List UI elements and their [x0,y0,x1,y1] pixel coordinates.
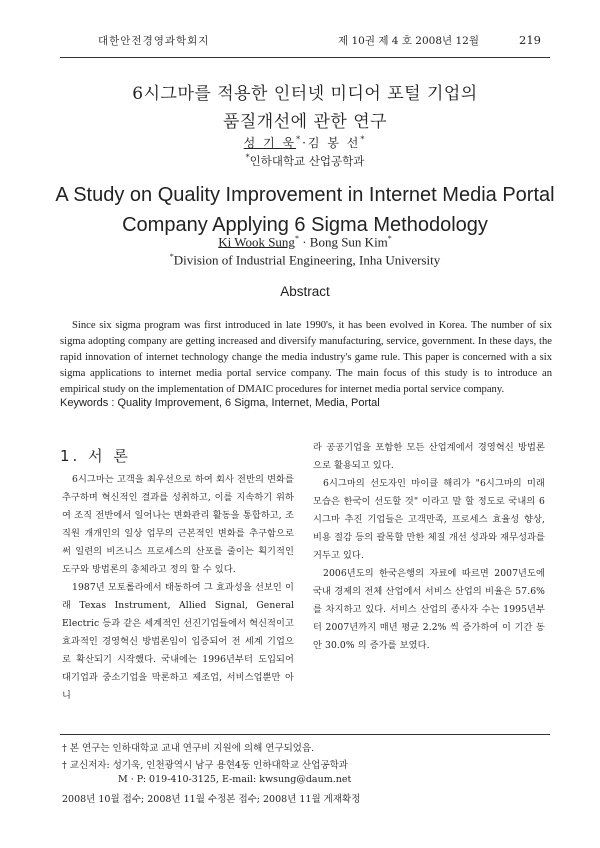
korean-affiliation-mark: * [245,153,250,163]
korean-author-1: 성 기 욱 [243,136,297,150]
korean-affiliation-text: 인하대학교 산업공학과 [249,154,365,168]
korean-title-line2: 품질개선에 관한 연구 [222,112,388,132]
journal-name: 대한안전경영과학회지 [98,35,210,47]
english-title-line2: Company Applying 6 Sigma Methodology [122,214,488,236]
paragraph: 2006년도의 한국은행의 자료에 따르면 2007년도에 국내 경제의 전체 산업에서 서비스 산업의 비율은 57.6%를 차지하고 있다. 서비스 산업의 종사자 수는 1995년부터 2007년까지 매년 평균 2.2% 씩 증가하여 이 기간 동안 30.0% 의 증가를 보였다. [313,568,545,651]
english-title-line1: A Study on Quality Improvement in Internet Media Portal [55,184,555,206]
footnote-funding: † 본 연구는 인하대학교 교내 연구비 지원에 의해 연구되었음. [62,743,315,754]
korean-title-line1: 6시그마를 적용한 인터넷 미디어 포털 기업의 [132,84,478,104]
abstract-body: Since six sigma program was first introduced in late 1990's, it has been evolved in Korea. The number of six sigma adopting company are getting increased and diversify manufacturing, service, government. In these days, the rapid innovation of internet technology change the media industry's game rule. This paper is concerned with a six sigma applications to internet media portal service company. The main focus of this study is to introduce an empirical study on the implementation of DMAIC procedures for internet media portal service company. [60,320,552,395]
korean-author-separator: · [302,136,308,150]
english-author-2-mark: * [387,234,392,243]
header-rule [60,57,550,58]
left-column [62,471,294,705]
paragraph: 6시그마의 선도자인 마이클 해리가 "6시그마의 미래 모습은 한국이 선도할 것" 이라고 말 할 정도로 국내의 6시그마 추진 기업들은 고객만족, 프로세스 효율성 향상, 비용 절감 등의 괄목할 만한 체질 개선 성과와 재무성과를 거두고 있다. [313,478,545,561]
english-affiliation-mark: * [169,252,174,261]
section-heading-introduction: 1. 서 론 [60,447,131,465]
english-author-1-mark: * [294,234,299,243]
korean-author-1-mark: * [296,135,303,144]
english-author-1: Ki Wook Sung [218,234,295,250]
abstract-heading: Abstract [280,284,330,299]
english-author-separator: · [298,234,310,250]
footnote-contact: M · P: 019-410-3125, E-mail: kwsung@daum.net [118,774,352,785]
korean-author-2-mark: * [360,135,367,144]
korean-title [60,80,550,136]
korean-author-2: 김 봉 선 [307,136,361,150]
english-affiliation [60,252,550,268]
volume-issue: 제 10권 제 4 호 2008년 12월 [338,35,480,47]
page-number: 219 [519,33,541,47]
english-affiliation-text: Division of Industrial Engineering, Inha University [173,252,441,268]
english-title [40,180,570,240]
paragraph: 1987년 모토롤라에서 태동하여 그 효과성을 선보인 이래 Texas Instrument, Allied Signal, General Electric 등과 같은 세계적인 선진기업들에서 혁신적이고 효과적인 경영혁신 방법론임이 입증되어 전 세계 기업으로 확산되기 시작했다. 국내에는 1996년부터 도입되어 대기업과 중소기업을 막론하고 제조업, 서비스업뿐만 아니 [62,582,294,701]
paragraph: 라 공공기업을 포함한 모든 산업계에서 경영혁신 방법론으로 활용되고 있다. [313,442,545,471]
english-author-2: Bong Sun Kim [309,234,388,250]
korean-affiliation [60,153,550,169]
footnote-corresponding-author: † 교신저자: 성기욱, 인천광역시 남구 용현4동 인하대학교 산업공학과 [62,760,348,771]
keywords: Keywords : Quality Improvement, 6 Sigma, Internet, Media, Portal [60,397,380,409]
right-column [313,439,545,655]
english-authors [60,234,550,250]
paragraph: 6시그마는 고객을 최우선으로 하여 회사 전반의 변화를 추구하며 혁신적인 결과를 성취하고, 이를 지속하기 위하여 조직 전반에서 일어나는 변화관리 활동을 통합하고, 조직원 개개인의 일상 업무의 근본적인 변화를 추구함으로써 일련의 비즈니스 프로세스의 산포를 줄이는 획기적인 도구와 방법론의 총체라고 정의 할 수 있다. [62,474,294,575]
footnote-dates: 2008년 10월 접수; 2008년 11월 수정본 접수; 2008년 11월 게재확정 [62,794,361,805]
korean-authors [60,134,550,151]
footnote-rule [60,734,550,735]
